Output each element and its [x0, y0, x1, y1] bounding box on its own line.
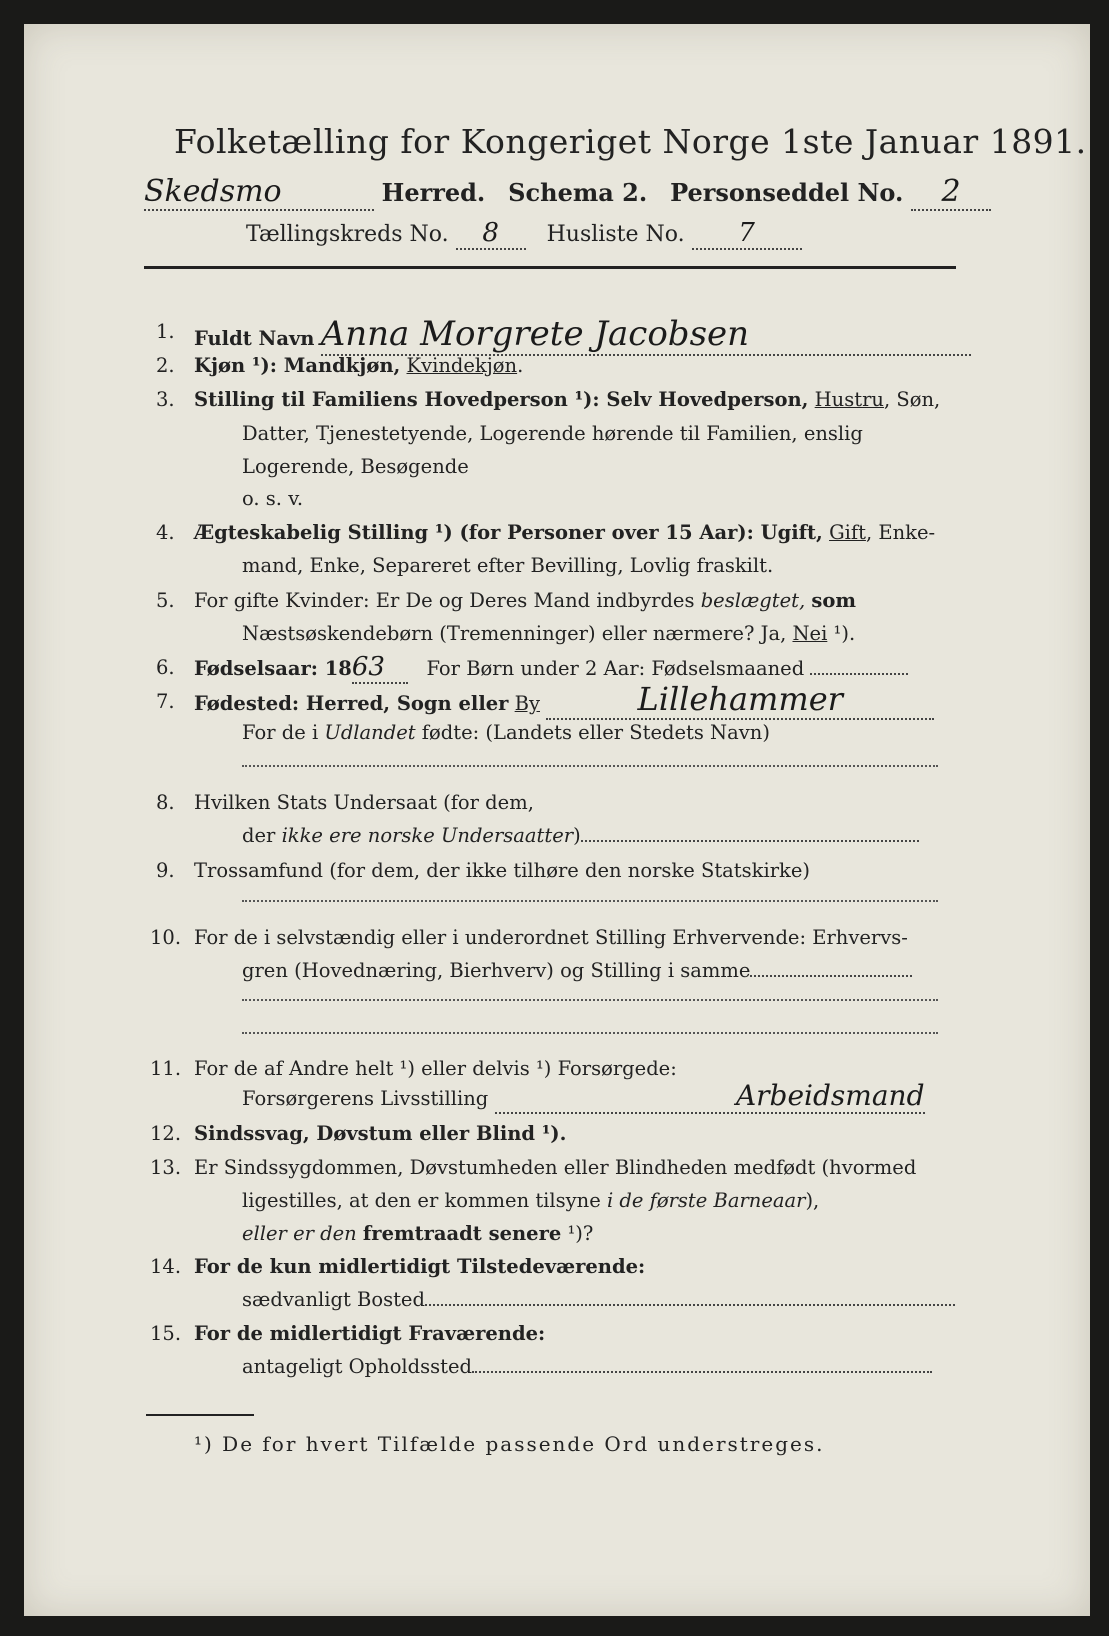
q1-row: [194, 314, 971, 356]
q5-underlined-option: Nei: [792, 622, 828, 645]
q15-number: 15.: [150, 1322, 182, 1345]
q15-field: [472, 1371, 932, 1373]
q7-handwritten-place: Lillehammer: [546, 680, 934, 720]
q6-label: Fødselsaar: 18: [194, 657, 352, 680]
q15-line2: [242, 1355, 932, 1378]
herred-line: [144, 174, 991, 211]
q9-line1: Trossamfund (for dem, der ikke tilhøre den norske Statskirke): [194, 859, 810, 882]
q13-line2-end: ),: [805, 1189, 820, 1212]
q1-number: 1.: [156, 320, 175, 343]
q13-line1: Er Sindssygdommen, Døvstumheden eller Blindheden medfødt (hvormed: [194, 1156, 917, 1179]
q4-underlined-option: Gift: [829, 521, 866, 544]
q5-number: 5.: [156, 589, 175, 612]
personseddel-number: 2: [911, 174, 991, 211]
q5-line1-text: For gifte Kvinder: Er De og Deres Mand indbyrdes: [194, 589, 695, 612]
q5-line1: [194, 589, 856, 612]
q1-handwritten-name: Anna Morgrete Jacobsen: [321, 314, 971, 356]
q14-line2-text: sædvanligt Bosted: [242, 1288, 425, 1311]
q10-line1: For de i selvstændig eller i underordnet Stilling Erhvervende: Erhvervs-: [194, 926, 908, 949]
husliste-number: 7: [692, 218, 802, 250]
q8-line1: Hvilken Stats Undersaat (for dem,: [194, 791, 534, 814]
q13-line2-italic: i de første Barneaar: [606, 1189, 806, 1212]
q5-line2-text: Næstsøskendebørn (Tremenninger) eller nærmere? Ja,: [242, 622, 787, 645]
q12-number: 12.: [150, 1122, 182, 1145]
q7-number: 7.: [156, 690, 175, 713]
q13-line3-italic: eller er den: [242, 1222, 357, 1245]
q5-line2-end: ¹).: [827, 622, 856, 645]
q4-line1-text: Ægteskabelig Stilling ¹) (for Personer over 15 Aar): Ugift,: [194, 521, 823, 544]
q2-end: .: [517, 354, 524, 377]
q15-line1: For de midlertidigt Fraværende:: [194, 1322, 546, 1345]
q11-number: 11.: [150, 1057, 182, 1080]
q11-line2: [242, 1079, 925, 1114]
q9-dotted-line: [242, 900, 938, 902]
husliste-label: Husliste No.: [546, 222, 685, 247]
q10-number: 10.: [150, 926, 182, 949]
kreds-label: Tællingskreds No.: [246, 222, 449, 247]
q13-line3: [242, 1222, 593, 1245]
q4-number: 4.: [156, 521, 175, 544]
q7-row: [194, 680, 934, 720]
q14-line2: [242, 1288, 955, 1311]
form-title: Folketælling for Kongeriget Norge 1ste Januar 1891.: [174, 122, 1087, 161]
q8-field: [581, 840, 919, 842]
q7-line2-text: For de i: [242, 721, 319, 744]
personseddel-label: Personseddel No.: [670, 178, 904, 207]
q14-line1: For de kun midlertidigt Tilstedeværende:: [194, 1255, 646, 1278]
q7-line2-italic: Udlandet: [324, 721, 416, 744]
q10-dotted-line-1: [242, 999, 938, 1001]
q10-line2: [242, 959, 912, 982]
q13-line2: [242, 1189, 819, 1212]
q8-line2-text: der: [242, 824, 276, 847]
q11-line2-text: Forsørgerens Livsstilling: [242, 1087, 489, 1110]
q3-line1-end: , Søn,: [883, 388, 941, 411]
schema-label: Schema 2.: [508, 178, 648, 207]
q11-handwritten-occupation: Arbeidsmand: [495, 1079, 925, 1114]
q2-row: [194, 354, 523, 377]
q7-label: Fødested: Herred, Sogn eller: [194, 692, 509, 715]
q11-line1: For de af Andre helt ¹) eller delvis ¹) Forsørgede:: [194, 1057, 677, 1080]
footnote: ¹) De for hvert Tilfælde passende Ord understreges.: [194, 1432, 825, 1456]
q7-underlined-option: By: [514, 692, 540, 715]
q12-line1: Sindssvag, Døvstum eller Blind ¹).: [194, 1122, 567, 1145]
q6-number: 6.: [156, 656, 175, 679]
q10-dotted-line-2: [242, 1032, 938, 1034]
kreds-line: [246, 218, 802, 250]
q2-number: 2.: [156, 354, 175, 377]
q6-handwritten-year: 63: [352, 652, 408, 684]
q5-line2: [242, 622, 855, 645]
q10-field: [750, 975, 912, 977]
q7-line2: [242, 721, 770, 744]
header-rule: [144, 266, 956, 269]
q3-line2: Datter, Tjenestetyende, Logerende hørende til Familien, enslig: [242, 422, 863, 445]
q7-dotted-line: [242, 765, 938, 767]
q5-line1-italic: beslægtet,: [700, 589, 806, 612]
q8-line2: [242, 824, 919, 847]
q14-number: 14.: [150, 1255, 182, 1278]
q4-line2: mand, Enke, Separeret efter Bevilling, Lovlig fraskilt.: [242, 554, 774, 577]
q3-line1: [194, 388, 940, 411]
q13-line3-bold: fremtraadt senere: [362, 1222, 562, 1245]
herred-handwritten: Skedsmo: [144, 174, 374, 211]
q10-line2-text: gren (Hovednæring, Bierhverv) og Stilling i samme: [242, 959, 751, 982]
q14-field: [425, 1304, 955, 1306]
herred-label: Herred.: [381, 178, 486, 207]
census-form-sheet: [24, 24, 1090, 1616]
footnote-rule: [146, 1414, 254, 1416]
q8-number: 8.: [156, 791, 175, 814]
q2-underlined-option: Kvindekjøn: [406, 354, 518, 377]
q3-line1-text: Stilling til Familiens Hovedperson ¹): Selv Hovedperson,: [194, 388, 809, 411]
q15-line2-text: antageligt Opholdssted: [242, 1355, 473, 1378]
q3-underlined-option: Hustru: [814, 388, 884, 411]
kreds-number: 8: [456, 218, 526, 250]
q1-label: Fuldt Navn: [194, 327, 315, 350]
q8-line2-end: ): [573, 824, 581, 847]
q5-line1-end: som: [811, 589, 857, 612]
q7-line2-rest: fødte: (Landets eller Stedets Navn): [421, 721, 770, 744]
q4-line1-end: , Enke-: [865, 521, 936, 544]
q4-line1: [194, 521, 935, 544]
q6-month-field: [810, 673, 908, 675]
q3-number: 3.: [156, 388, 175, 411]
q13-line2-text: ligestilles, at den er kommen tilsyne: [242, 1189, 601, 1212]
q6-rest: For Børn under 2 Aar: Fødselsmaaned: [426, 657, 805, 680]
q8-line2-italic: ikke ere norske Undersaatter: [281, 824, 574, 847]
q3-line3: Logerende, Besøgende: [242, 455, 469, 478]
q2-label: Kjøn ¹): Mandkjøn,: [194, 354, 401, 377]
q13-line3-end: ¹)?: [561, 1222, 594, 1245]
q3-line4: o. s. v.: [242, 487, 304, 510]
q9-number: 9.: [156, 859, 175, 882]
q13-number: 13.: [150, 1156, 182, 1179]
